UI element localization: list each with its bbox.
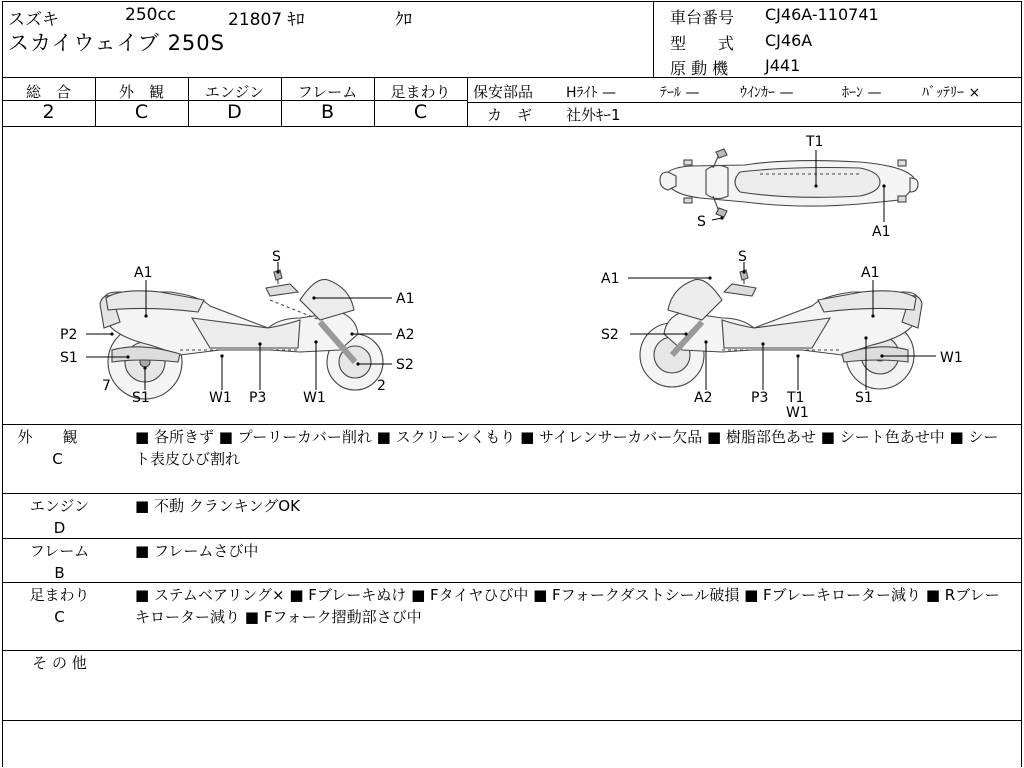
label-left-a2: A2 bbox=[396, 327, 415, 343]
grade-divider-3 bbox=[281, 78, 282, 126]
grade-label-engine: エンジン bbox=[204, 83, 265, 101]
label-left-a1-front: A1 bbox=[396, 291, 415, 307]
label-left-p2: P2 bbox=[60, 327, 78, 343]
grade-value-exterior: C bbox=[134, 101, 149, 123]
sheet-border-top bbox=[2, 1, 1022, 2]
section-text-exterior: ■ 各所きず ■ プーリーカバー削れ ■ スクリーンくもり ■ サイレンサーカバー欠品 ■ 樹脂部色あせ ■ シート色あせ中 ■ シート表皮ひび割れ bbox=[135, 428, 999, 468]
safety-label: 保安部品 bbox=[473, 83, 534, 101]
grade-value-frame: B bbox=[320, 101, 335, 123]
displacement: 250cc bbox=[125, 5, 177, 25]
label-right-a1-rear: A1 bbox=[861, 265, 880, 281]
section-grade-suspension: C bbox=[54, 608, 65, 626]
label-left-a1-rear: A1 bbox=[134, 265, 153, 281]
color: ｸﾛ bbox=[395, 10, 412, 30]
label-right-s1: S1 bbox=[855, 390, 873, 406]
grade-label-suspension: 足まわり bbox=[390, 83, 451, 101]
safety-item-tail: ﾃｰﾙ — bbox=[660, 85, 700, 101]
mileage: 21807 ｷﾛ bbox=[228, 10, 305, 30]
section-label-exterior: 外 観 bbox=[17, 428, 78, 446]
key-label: カ ギ bbox=[487, 106, 533, 124]
section-text-frame: ■ フレームさび中 bbox=[135, 542, 259, 560]
section-grade-frame: B bbox=[54, 564, 65, 582]
label-top-t1: T1 bbox=[806, 134, 824, 150]
section-line-2 bbox=[2, 538, 1022, 539]
section-grade-engine: D bbox=[53, 519, 66, 537]
key-value: 社外ｷｰ1 bbox=[566, 106, 621, 124]
safety-item-winker: ｳｲﾝｶｰ — bbox=[740, 85, 794, 101]
grade-divider-4 bbox=[374, 78, 375, 126]
label-left-w1: W1 bbox=[209, 390, 232, 406]
label-left-p3: P3 bbox=[249, 390, 267, 406]
grade-value-overall: 2 bbox=[42, 101, 55, 123]
section-line-5 bbox=[2, 720, 1022, 721]
label-right-a1-front: A1 bbox=[601, 271, 620, 287]
header-bottom-line bbox=[2, 77, 1022, 78]
safety-item-horn: ﾎｰﾝ — bbox=[842, 85, 882, 101]
type-value: CJ46A bbox=[765, 31, 813, 50]
section-label-engine: エンジン bbox=[29, 497, 90, 515]
label-right-p3: P3 bbox=[751, 390, 769, 406]
frame-no: CJ46A-110741 bbox=[765, 5, 879, 24]
label-left-s1-bottom: S1 bbox=[132, 390, 150, 406]
grade-divider-1 bbox=[95, 78, 96, 126]
label-left-7: 7 bbox=[102, 378, 111, 394]
damage-diagram bbox=[0, 126, 1024, 424]
label-right-w1: W1 bbox=[940, 350, 963, 366]
type-label: 型 式 bbox=[670, 34, 735, 53]
grade-value-engine: D bbox=[227, 101, 242, 123]
section-line-3 bbox=[2, 582, 1022, 583]
engine-label: 原 動 機 bbox=[670, 59, 729, 78]
left-side-scooter bbox=[100, 262, 383, 399]
label-left-2: 2 bbox=[377, 378, 386, 394]
label-top-s: S bbox=[697, 214, 706, 230]
section-text-suspension: ■ ステムベアリング× ■ Fブレーキぬけ ■ Fタイヤひび中 ■ Fフォークダストシール破損 ■ Fブレーキローター減り ■ Rブレーキローター減り ■ Fフォーク摺動部さび中 bbox=[135, 586, 1000, 626]
maker: スズキ bbox=[8, 10, 59, 30]
diagram-bottom-line bbox=[2, 424, 1022, 425]
grade-label-frame: フレーム bbox=[297, 83, 358, 101]
grade-label-exterior: 外 観 bbox=[118, 83, 164, 101]
safety-item-headlight: Hﾗｲﾄ — bbox=[566, 85, 616, 101]
label-right-a2: A2 bbox=[694, 390, 713, 406]
grade-mid-line bbox=[2, 100, 467, 101]
section-label-frame: フレーム bbox=[29, 542, 90, 560]
grade-label-overall: 総 合 bbox=[25, 83, 71, 101]
section-line-4 bbox=[2, 650, 1022, 651]
section-line-1 bbox=[2, 493, 1022, 494]
section-label-suspension: 足まわり bbox=[29, 586, 90, 604]
grade-divider-2 bbox=[188, 78, 189, 126]
label-left-s1: S1 bbox=[60, 350, 78, 366]
model-name: スカイウェイブ 250S bbox=[8, 31, 225, 55]
label-right-w1-bottom: W1 bbox=[786, 405, 809, 421]
top-view-scooter bbox=[660, 149, 918, 217]
grade-value-suspension: C bbox=[413, 101, 428, 123]
label-right-s2: S2 bbox=[601, 327, 619, 343]
label-left-w1-front: W1 bbox=[303, 390, 326, 406]
section-text-engine: ■ 不動 クランキングOK bbox=[135, 497, 300, 515]
safety-mid-line bbox=[467, 102, 1022, 103]
label-left-s: S bbox=[272, 249, 281, 265]
header-divider bbox=[653, 1, 654, 78]
section-label-other: そ の 他 bbox=[32, 654, 87, 672]
safety-item-battery: ﾊﾞｯﾃﾘｰ × bbox=[922, 85, 981, 101]
engine-value: J441 bbox=[765, 56, 801, 75]
right-side-scooter bbox=[640, 262, 922, 389]
label-top-a1: A1 bbox=[872, 224, 891, 240]
frame-no-label: 車台番号 bbox=[670, 8, 735, 27]
section-grade-exterior: C bbox=[52, 450, 63, 468]
label-right-s: S bbox=[738, 249, 747, 265]
label-right-t1: T1 bbox=[787, 390, 805, 406]
label-left-s2: S2 bbox=[396, 357, 414, 373]
